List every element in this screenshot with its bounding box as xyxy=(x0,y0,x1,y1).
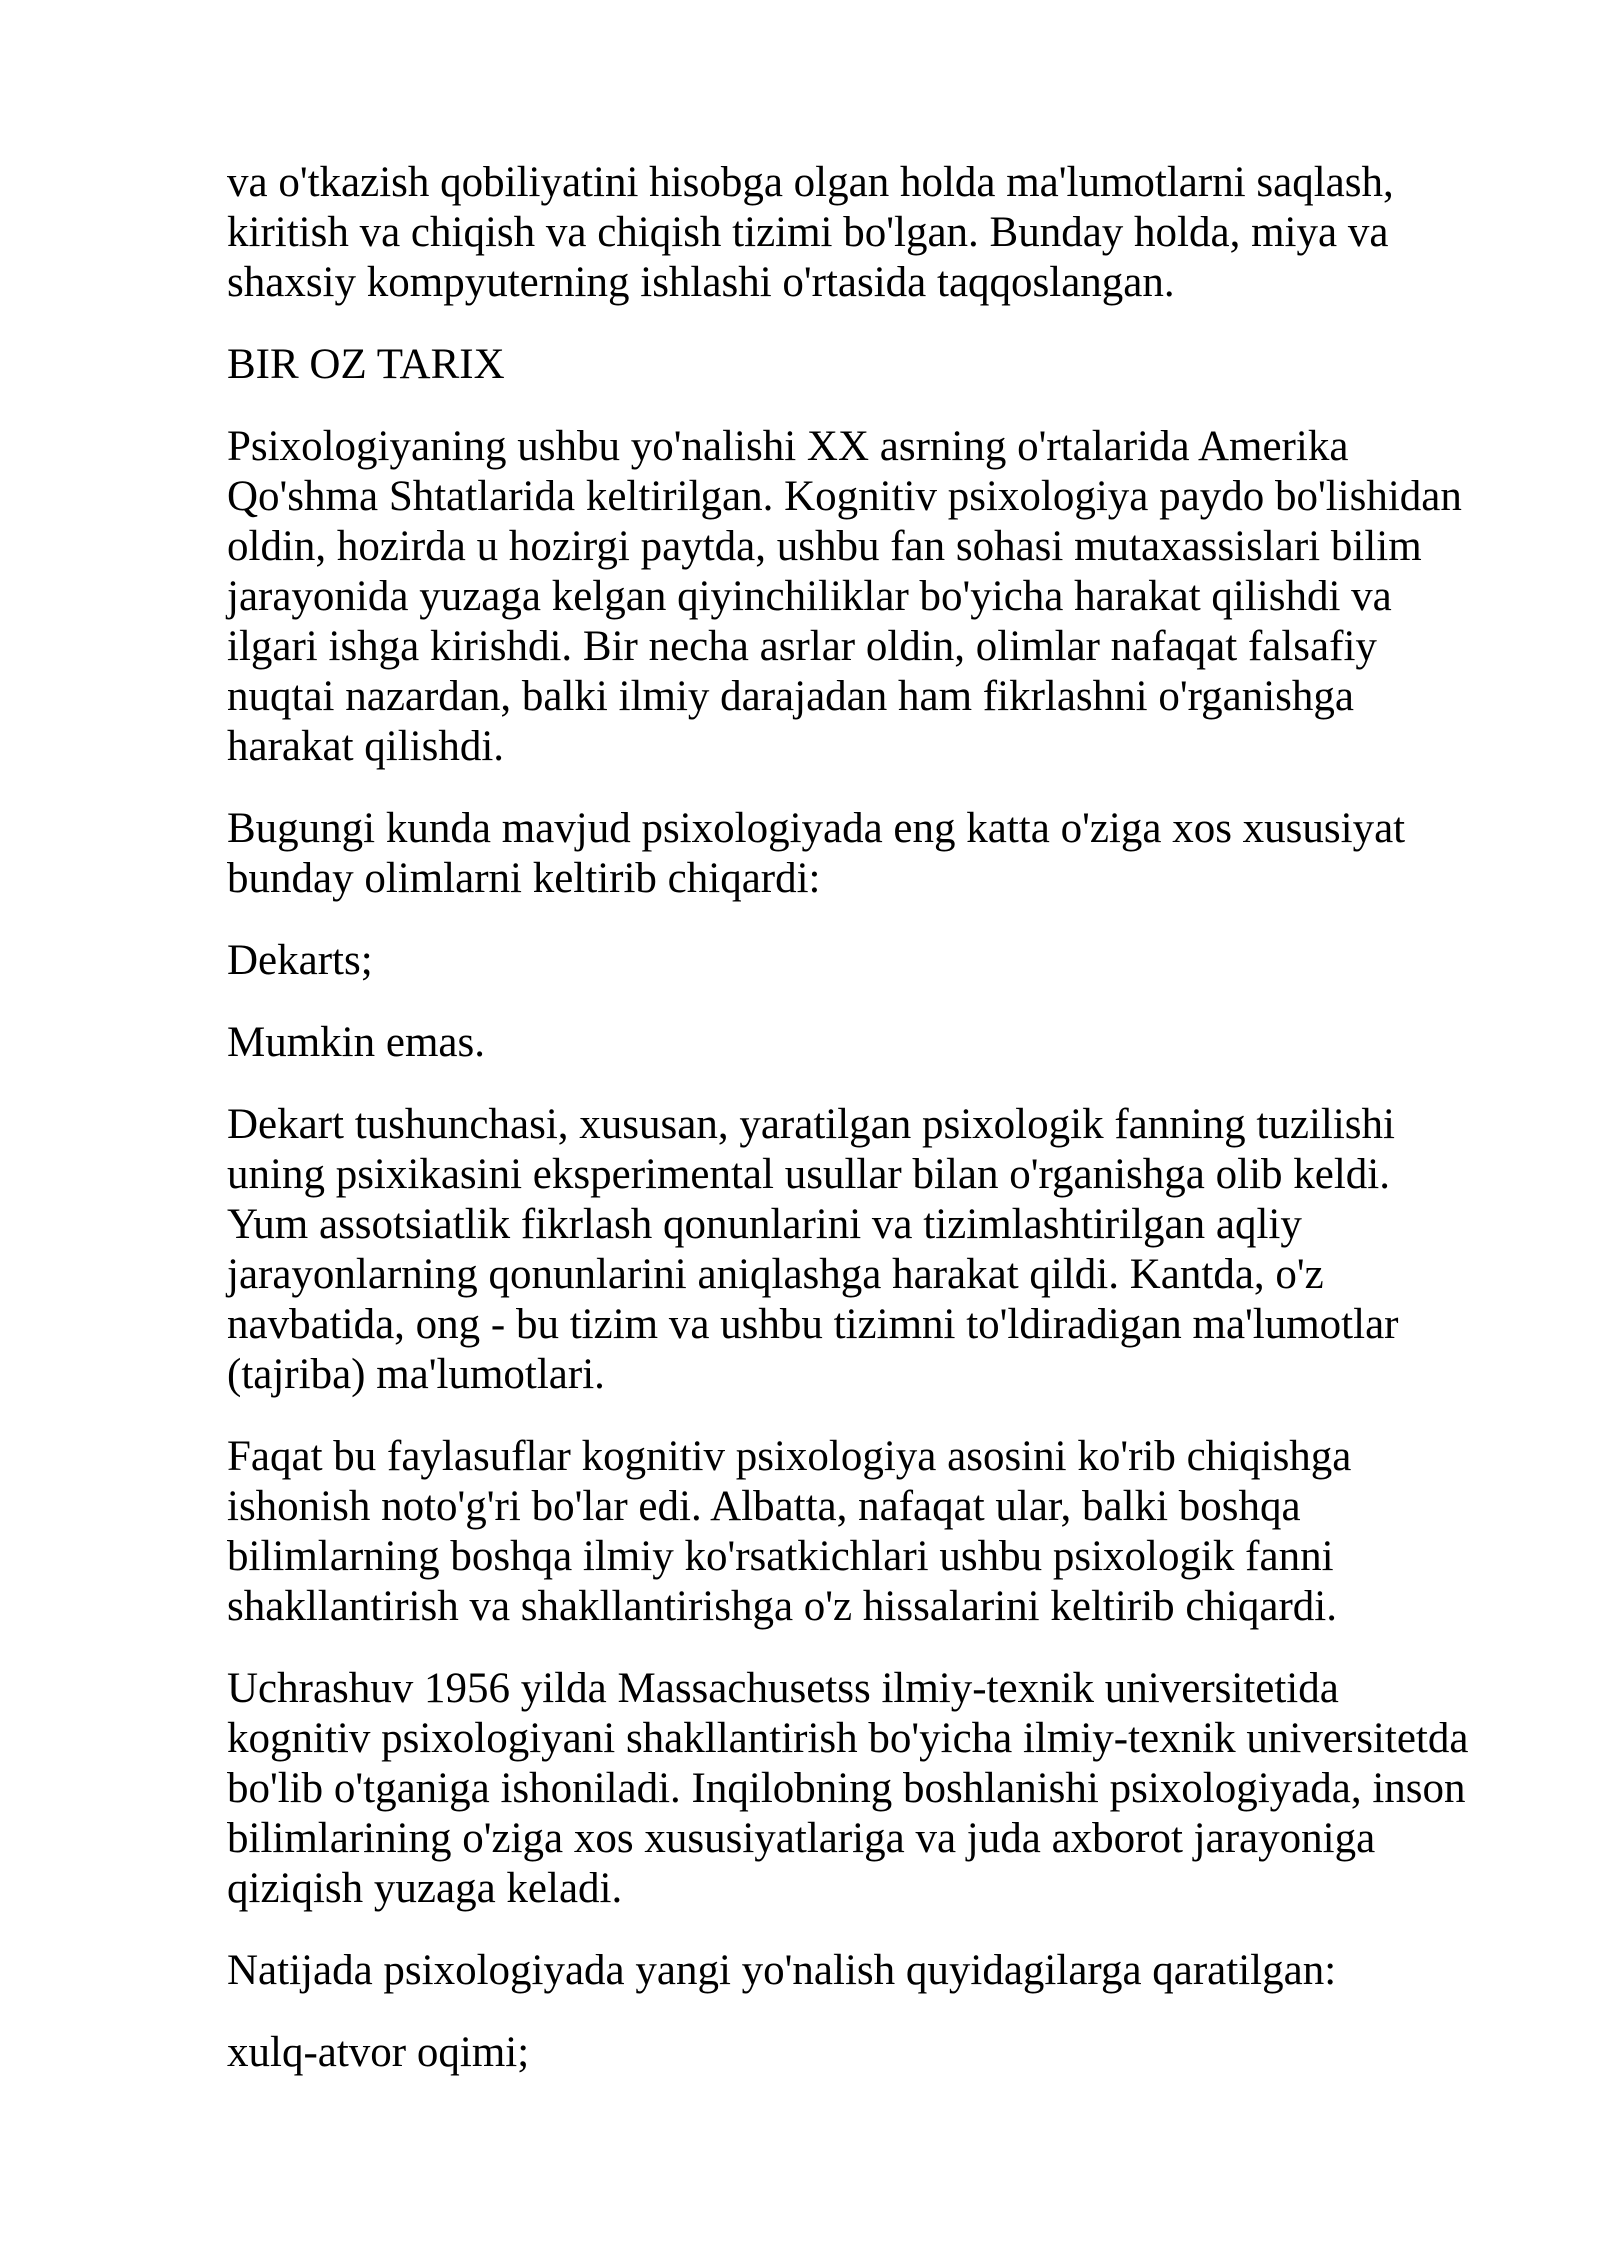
text-line: jarayonida yuzaga kelgan qiyinchiliklar bo'yicha harakat qilishdi va xyxy=(227,573,1392,620)
text-line: shakllantirish va shakllantirishga o'z hissalarini keltirib chiqardi. xyxy=(227,1583,1337,1630)
text-line: Dekart tushunchasi, xususan, yaratilgan psixologik fanning tuzilishi xyxy=(227,1101,1395,1148)
paragraph xyxy=(227,1664,1527,1914)
text-line: shaxsiy kompyuterning ishlashi o'rtasida taqqoslangan. xyxy=(227,259,1175,306)
text-line: Psixologiyaning ushbu yo'nalishi XX asrning o'rtalarida Amerika xyxy=(227,423,1349,470)
text-line: kognitiv psixologiyani shakllantirish bo'yicha ilmiy-texnik universitetda xyxy=(227,1715,1469,1762)
text-line: ilgari ishga kirishdi. Bir necha asrlar oldin, olimlar nafaqat falsafiy xyxy=(227,623,1377,670)
text-line: oldin, hozirda u hozirgi paytda, ushbu fan sohasi mutaxassislari bilim xyxy=(227,523,1422,570)
text-line: ishonish noto'g'ri bo'lar edi. Albatta, nafaqat ular, balki boshqa xyxy=(227,1483,1301,1530)
paragraph xyxy=(227,1100,1527,1400)
text-line: Faqat bu faylasuflar kognitiv psixologiya asosini ko'rib chiqishga xyxy=(227,1433,1352,1480)
text-line: Mumkin emas. xyxy=(227,1019,485,1066)
paragraph xyxy=(227,158,1527,308)
text-line: bunday olimlarni keltirib chiqardi: xyxy=(227,855,821,902)
text-line: Qo'shma Shtatlarida keltirilgan. Kognitiv psixologiya paydo bo'lishidan xyxy=(227,473,1462,520)
text-line: bilimlarning boshqa ilmiy ko'rsatkichlari ushbu psixologik fanni xyxy=(227,1533,1334,1580)
paragraph xyxy=(227,1432,1527,1632)
text-line: jarayonlarning qonunlarini aniqlashga harakat qildi. Kantda, o'z xyxy=(227,1251,1324,1298)
text-line: nuqtai nazardan, balki ilmiy darajadan ham fikrlashni o'rganishga xyxy=(227,673,1354,720)
section-heading xyxy=(227,340,1527,390)
text-line: harakat qilishdi. xyxy=(227,723,505,770)
text-line: Yum assotsiatlik fikrlash qonunlarini va tizimlashtirilgan aqliy xyxy=(227,1201,1302,1248)
text-line: (tajriba) ma'lumotlari. xyxy=(227,1351,605,1398)
text-line: Natijada psixologiyada yangi yo'nalish quyidagilarga qaratilgan: xyxy=(227,1947,1337,1994)
text-line: uning psixikasini eksperimental usullar bilan o'rganishga olib keldi. xyxy=(227,1151,1390,1198)
paragraph xyxy=(227,1018,1527,1068)
paragraph xyxy=(227,1946,1527,1996)
text-line: Dekarts; xyxy=(227,937,373,984)
paragraph xyxy=(227,936,1527,986)
paragraph xyxy=(227,422,1527,772)
text-line: Bugungi kunda mavjud psixologiyada eng katta o'ziga xos xususiyat xyxy=(227,805,1406,852)
paragraph xyxy=(227,2028,1527,2078)
text-line: bo'lib o'tganiga ishoniladi. Inqilobning boshlanishi psixologiyada, inson xyxy=(227,1765,1466,1812)
text-line: qiziqish yuzaga keladi. xyxy=(227,1865,623,1912)
text-line: navbatida, ong - bu tizim va ushbu tizimni to'ldiradigan ma'lumotlar xyxy=(227,1301,1399,1348)
text-line: xulq-atvor oqimi; xyxy=(227,2029,530,2076)
paragraph xyxy=(227,804,1527,904)
text-line: kiritish va chiqish va chiqish tizimi bo'lgan. Bunday holda, miya va xyxy=(227,209,1389,256)
text-line: va o'tkazish qobiliyatini hisobga olgan holda ma'lumotlarni saqlash, xyxy=(227,159,1394,206)
text-line: Uchrashuv 1956 yilda Massachusetss ilmiy-texnik universitetida xyxy=(227,1665,1339,1712)
text-column xyxy=(227,158,1527,2078)
text-line: BIR OZ TARIX xyxy=(227,341,505,388)
text-line: bilimlarining o'ziga xos xususiyatlariga va juda axborot jarayoniga xyxy=(227,1815,1376,1862)
